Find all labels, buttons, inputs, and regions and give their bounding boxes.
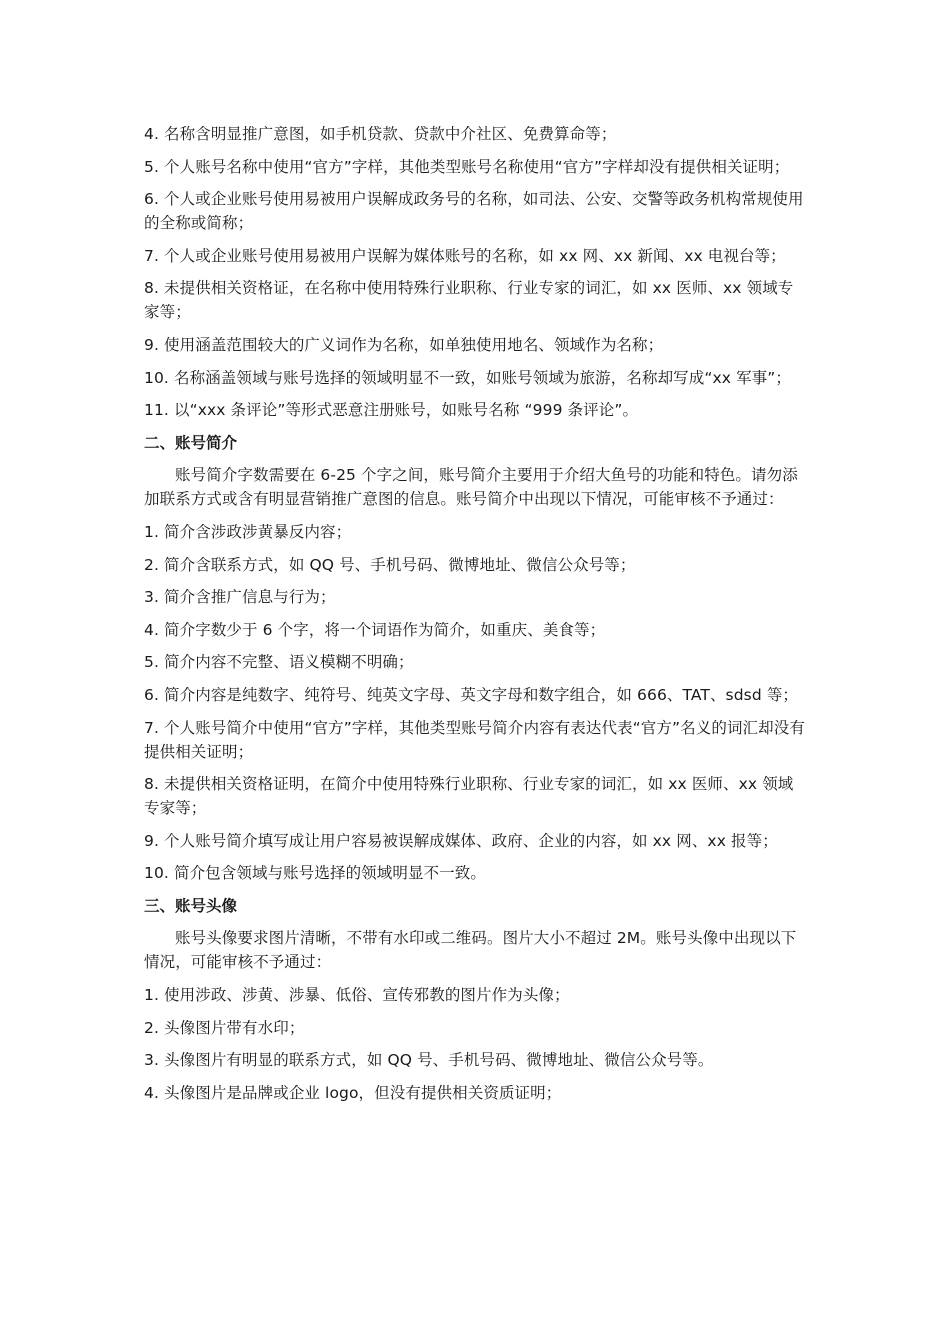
list-item: 10. 名称涵盖领域与账号选择的领域明显不一致，如账号领域为旅游，名称却写成“xx 军事”； <box>144 368 792 387</box>
list-item: 9. 使用涵盖范围较大的广义词作为名称，如单独使用地名、领域作为名称； <box>144 335 664 354</box>
list-item: 4. 头像图片是品牌或企业 logo，但没有提供相关资质证明； <box>144 1083 562 1102</box>
list-item: 4. 简介字数少于 6 个字，将一个词语作为简介，如重庆、美食等； <box>144 620 606 639</box>
section-paragraph: 账号头像要求图片清晰，不带有水印或二维码。图片大小不超过 2M。账号头像中出现以下情况，可能审核不予通过： <box>144 929 797 972</box>
list-item: 8. 未提供相关资格证明，在简介中使用特殊行业职称、行业专家的词汇，如 xx 医师、xx 领域专家等； <box>144 775 794 818</box>
list-item: 9. 个人账号简介填写成让用户容易被误解成媒体、政府、企业的内容，如 xx 网、xx 报等； <box>144 831 778 850</box>
list-item: 3. 头像图片有明显的联系方式，如 QQ 号、手机号码、微博地址、微信公众号等。 <box>144 1051 714 1070</box>
list-item: 8. 未提供相关资格证，在名称中使用特殊行业职称、行业专家的词汇，如 xx 医师、xx 领域专家等； <box>144 279 794 322</box>
list-item: 6. 个人或企业账号使用易被用户误解成政务号的名称，如司法、公安、交警等政务机构常规使用的全称或简称； <box>144 190 804 233</box>
section-account-intro <box>144 431 806 886</box>
section-name-rules <box>144 122 806 422</box>
list-item: 2. 简介含联系方式，如 QQ 号、手机号码、微博地址、微信公众号等； <box>144 555 636 574</box>
list-item: 10. 简介包含领域与账号选择的领域明显不一致。 <box>144 864 486 883</box>
list-item: 5. 简介内容不完整、语义模糊不明确； <box>144 653 414 672</box>
list-item: 7. 个人账号简介中使用“官方”字样，其他类型账号简介内容有表达代表“官方”名义的词汇却没有提供相关证明； <box>144 718 805 761</box>
list-item: 7. 个人或企业账号使用易被用户误解为媒体账号的名称，如 xx 网、xx 新闻、xx 电视台等； <box>144 246 786 265</box>
list-item: 5. 个人账号名称中使用“官方”字样，其他类型账号名称使用“官方”字样却没有提供相关证明； <box>144 157 790 176</box>
list-item: 1. 使用涉政、涉黄、涉暴、低俗、宣传邪教的图片作为头像； <box>144 986 570 1005</box>
list-item: 2. 头像图片带有水印； <box>144 1018 305 1037</box>
section-heading: 三、账号头像 <box>144 896 238 915</box>
section-account-avatar <box>144 894 806 1105</box>
list-item: 3. 简介含推广信息与行为； <box>144 588 336 607</box>
section-paragraph: 账号简介字数需要在 6-25 个字之间，账号简介主要用于介绍大鱼号的功能和特色。请勿添加联系方式或含有明显营销推广意图的信息。账号简介中出现以下情况，可能审核不予通过： <box>144 466 798 509</box>
list-item: 6. 简介内容是纯数字、纯符号、纯英文字母、英文字母和数字组合，如 666、TAT、sdsd 等； <box>144 685 799 704</box>
document-page <box>144 122 806 1113</box>
list-item: 1. 简介含涉政涉黄暴反内容； <box>144 522 352 541</box>
list-item: 4. 名称含明显推广意图，如手机贷款、贷款中介社区、免费算命等； <box>144 125 617 143</box>
section-heading: 二、账号简介 <box>144 433 238 452</box>
list-item: 11. 以“xxx 条评论”等形式恶意注册账号，如账号名称 “999 条评论”。 <box>144 401 639 420</box>
